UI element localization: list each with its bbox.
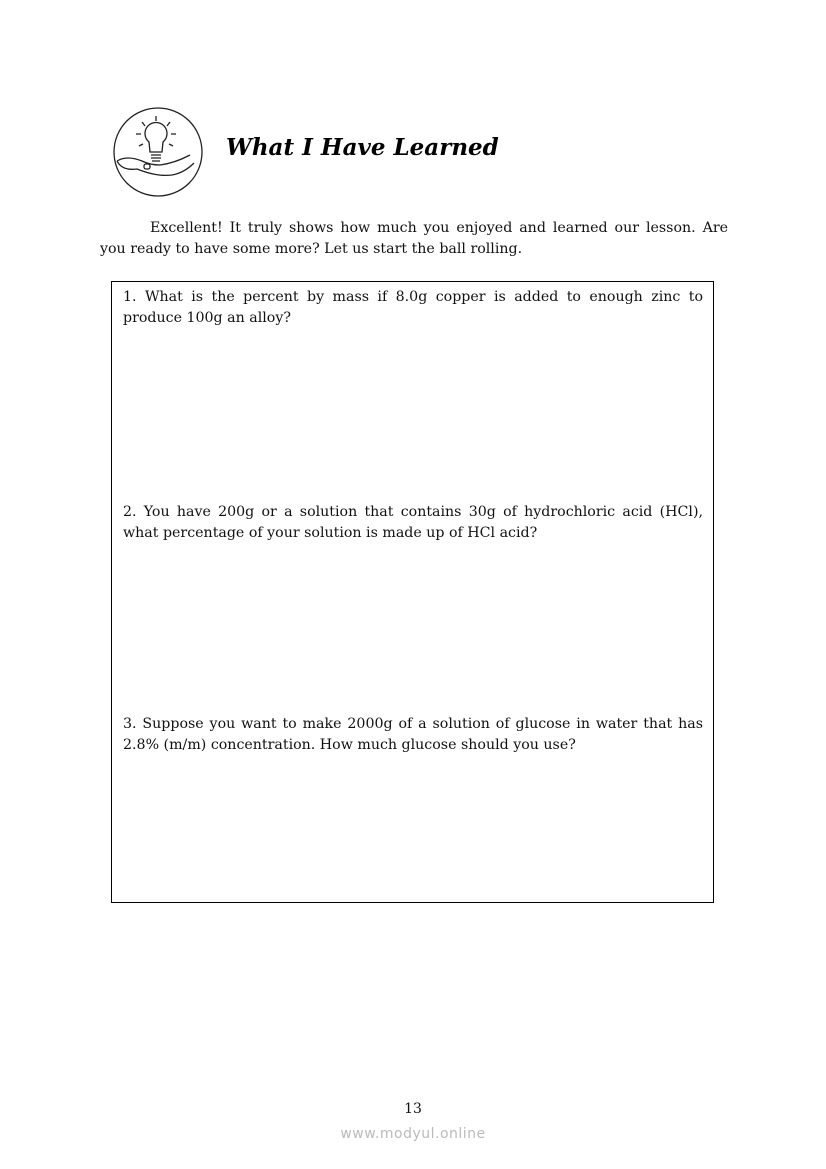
section-title: What I Have Learned (226, 134, 499, 161)
intro-paragraph (100, 218, 728, 260)
question-2: 2. You have 200g or a solution that contains 30g of hydrochloric acid (HCl), what percentage of your solution is made up of HCl acid? (123, 504, 703, 541)
page-number: 13 (404, 1101, 422, 1117)
watermark: www.modyul.online (340, 1126, 486, 1142)
question-3: 3. Suppose you want to make 2000g of a solution of glucose in water that has 2.8% (m/m) concentration. How much glucose should you use? (123, 716, 703, 753)
answer-box (111, 281, 714, 903)
question-1: 1. What is the percent by mass if 8.0g copper is added to enough zinc to produce 100g an alloy? (123, 289, 703, 326)
lightbulb-in-hand-icon (112, 106, 204, 198)
intro-text: Excellent! It truly shows how much you enjoyed and learned our lesson. Are you ready to have some more? Let us start the ball rolling. (100, 220, 728, 257)
